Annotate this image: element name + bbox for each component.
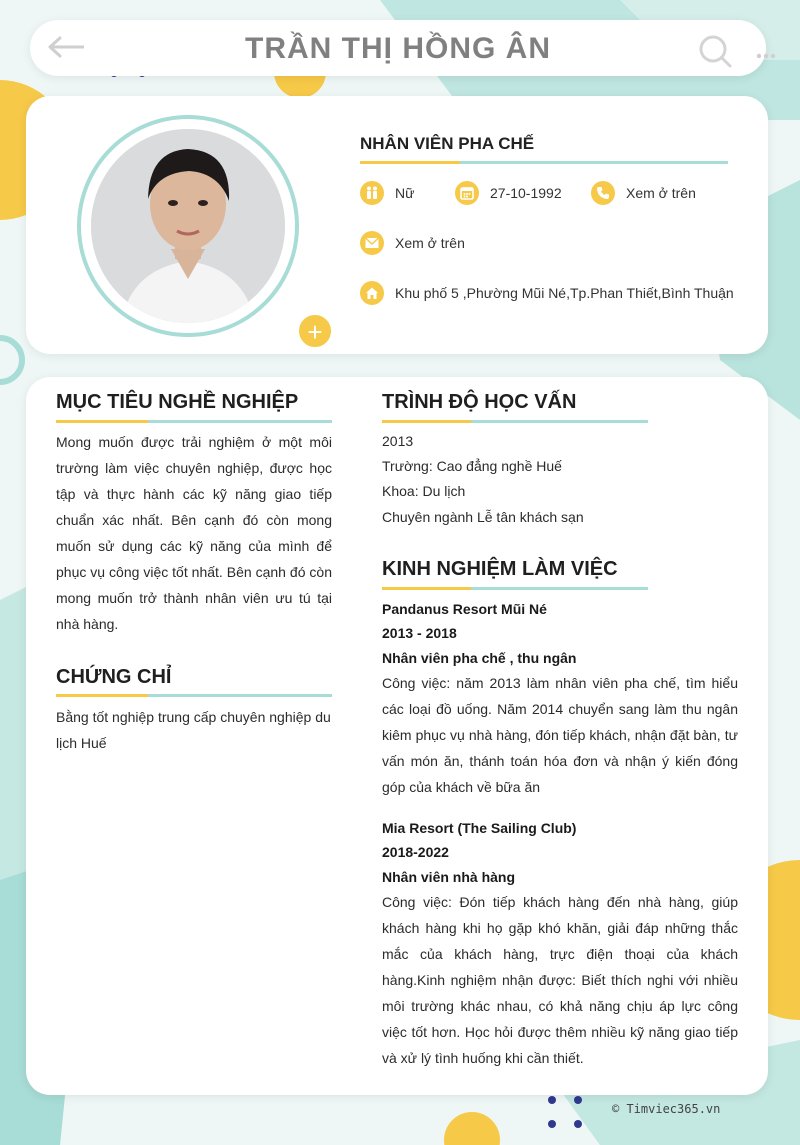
gender-value: Nữ — [395, 185, 415, 201]
search-icon[interactable] — [698, 34, 732, 73]
objective-divider — [56, 420, 332, 423]
email-value: Xem ở trên — [395, 235, 465, 251]
avatar — [91, 129, 285, 323]
job-company: Mia Resort (The Sailing Club) — [382, 820, 577, 836]
resume-body-card — [26, 377, 768, 1095]
address-value: Khu phố 5 ,Phường Mũi Né,Tp.Phan Thiết,Bình Thuận — [395, 285, 734, 301]
address-info — [360, 281, 734, 305]
objective-text: Mong muốn được trải nghiệm ở một môi trường làm việc chuyên nghiệp, được học tập và thực hành các kỹ năng giao tiếp chuẩn xác nhất. Bên cạnh đó còn mong muốn sử dụng các kỹ năng của mình để phục vụ công việc tốt nhất. Bên cạnh đó còn mong muốn trở thành nhân viên ưu tú tại nhà hàng. — [56, 434, 332, 632]
more-dots-icon[interactable] — [756, 46, 776, 64]
calendar-icon — [455, 181, 479, 205]
birth-date-info — [455, 181, 562, 205]
job-position: Nhân viên nhà hàng — [382, 869, 516, 885]
job-description: Công việc: Đón tiếp khách hàng đến nhà hàng, giúp khách hàng khi họ gặp khó khăn, giải đáp những thắc mắc của khách hàng, trực điện thoại của khách hàng.Kinh nghiệm nhận được: Biết thích nghi với nhiều môi trường khác nhau, có khả năng chịu áp lực công việc tốt hơn. Học hỏi được thêm nhiều kỹ năng giao tiếp và xử lý tình huống khi cần thiết. — [382, 894, 738, 1066]
job-period: 2018-2022 — [382, 844, 449, 860]
job-title: NHÂN VIÊN PHA CHẾ — [360, 134, 535, 153]
phone-icon — [591, 181, 615, 205]
job-title-divider — [360, 161, 728, 164]
home-icon — [360, 281, 384, 305]
education-faculty: Khoa: Du lịch — [382, 483, 466, 499]
certificates-divider — [56, 694, 332, 697]
certificates-title: CHỨNG CHỈ — [56, 666, 172, 688]
education-title: TRÌNH ĐỘ HỌC VẤN — [382, 391, 577, 413]
phone-info — [591, 181, 696, 205]
gender-info — [360, 181, 414, 205]
job-position: Nhân viên pha chế , thu ngân — [382, 650, 577, 666]
certificates-text: Bằng tốt nghiệp trung cấp chuyên nghiệp du lịch Huế — [56, 709, 331, 751]
education-year: 2013 — [382, 433, 414, 449]
birth-date-value: 27-10-1992 — [490, 185, 562, 201]
education-divider — [382, 420, 648, 423]
gender-icon — [360, 181, 384, 205]
email-info — [360, 231, 465, 255]
top-bar — [30, 20, 766, 76]
site-watermark: © Timviec365.vn — [612, 1102, 721, 1116]
experience-divider — [382, 587, 648, 590]
phone-value: Xem ở trên — [626, 185, 696, 201]
job-period: 2013 - 2018 — [382, 625, 457, 641]
email-icon — [360, 231, 384, 255]
profile-card — [26, 96, 768, 354]
objective-title: MỤC TIÊU NGHỀ NGHIỆP — [56, 391, 299, 413]
education-school: Trường: Cao đẳng nghề Huế — [382, 458, 562, 474]
education-major: Chuyên ngành Lễ tân khách sạn — [382, 509, 584, 525]
add-photo-button[interactable]: + — [297, 313, 333, 349]
job-description: Công việc: năm 2013 làm nhân viên pha chế, tìm hiểu các loại đồ uống. Năm 2014 chuyển sang làm thu ngân kiêm phục vụ nhà hàng, đón tiếp khách, nhận đặt bàn, tư vấn món ăn, thánh toán hóa đơn và nhận ý kiến đóng góp của khách về bữa ăn — [382, 675, 738, 795]
candidate-name: TRẦN THỊ HỒNG ÂN — [245, 32, 551, 65]
avatar-frame — [77, 115, 323, 347]
experience-title: KINH NGHIỆM LÀM VIỆC — [382, 558, 618, 580]
job-company: Pandanus Resort Mũi Né — [382, 601, 547, 617]
